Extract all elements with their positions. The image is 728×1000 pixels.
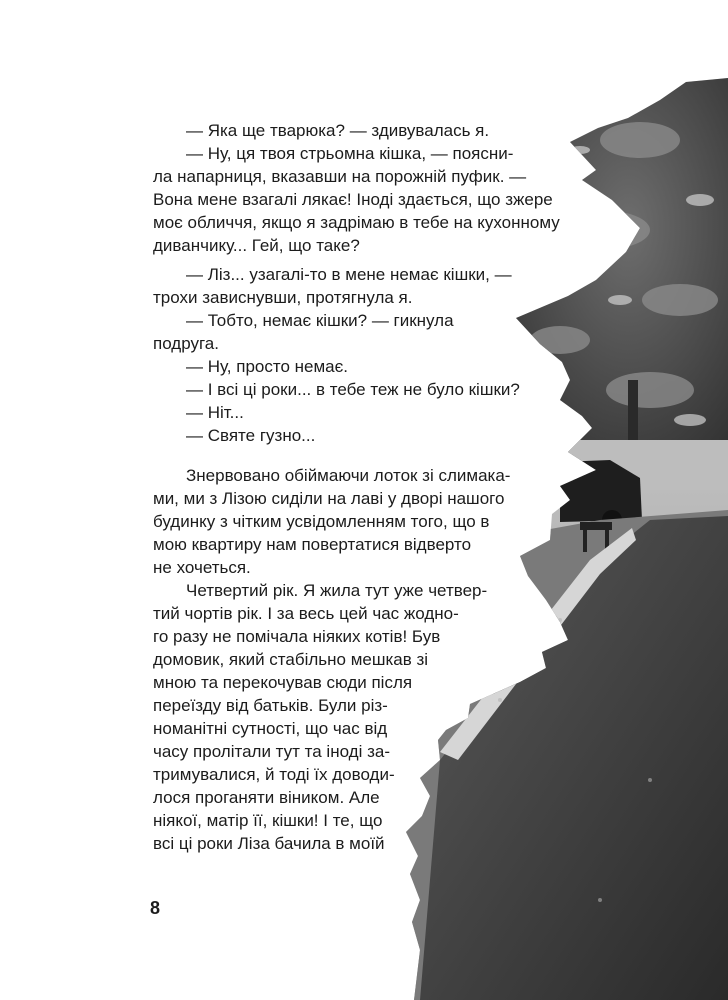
paragraph-line: — Святе гузно... [186, 426, 316, 445]
paragraph-line: го разу не помічала ніяких котів! Був [153, 627, 441, 646]
paragraph-line: — Ніт... [186, 403, 244, 422]
page-number: 8 [150, 898, 161, 918]
paragraph-line: часу пролітали тут та іноді за- [153, 742, 390, 761]
paragraph-line: Четвертий рік. Я жила тут уже четвер- [186, 581, 488, 600]
paragraph-line: — Ну, ця твоя стрьомна кішка, — поясни- [186, 144, 514, 163]
paragraph-line: — Яка ще тварюка? — здивувалась я. [186, 121, 490, 140]
paragraph-line: Вона мене взагалі лякає! Іноді здається, що зжере [153, 190, 553, 209]
paragraph-line: Знервовано обіймаючи лоток зі слимака- [186, 466, 511, 485]
paragraph-line: всі ці роки Ліза бачила в моїй [153, 834, 385, 853]
paragraph-line: ла напарниця, вказавши на порожній пуфик. — [153, 167, 527, 186]
paragraph-line: ми, ми з Лізою сиділи на лаві у дворі нашого [153, 489, 505, 508]
paragraph-line: — І всі ці роки... в тебе теж не було кішки? [186, 380, 520, 399]
paragraph-line: переїзду від батьків. Були різ- [153, 696, 388, 715]
paragraph-line: тримувалися, й тоді їх доводи- [153, 765, 395, 784]
paragraph-line: подруга. [153, 334, 219, 353]
paragraph-line: мою квартиру нам повертатися відверто [153, 535, 472, 554]
paragraph-line: домовик, який стабільно мешкав зі [153, 650, 429, 669]
paragraph-line: будинку з чітким усвідомленням того, що в [153, 512, 490, 531]
paragraph-line: моє обличчя, якщо я задрімаю в тебе на кухонному [153, 213, 560, 232]
paragraph-line: — Ну, просто немає. [186, 357, 349, 376]
paragraph-line: ніякої, матір її, кішки! І те, що [153, 811, 383, 830]
paragraph-line: тий чортів рік. І за весь цей час жодно- [153, 604, 459, 623]
paragraph-line: — Ліз... узагалі-то в мене немає кішки, — [186, 265, 512, 284]
paragraph-line: трохи зависнувши, протягнула я. [153, 288, 413, 307]
paragraph-line: лося проганяти віником. Але [153, 788, 380, 807]
paragraph-line: диванчику... Гей, що таке? [153, 236, 360, 255]
paragraph-line: мною та перекочував сюди після [153, 673, 413, 692]
paragraph-line: — Тобто, немає кішки? — гикнула [186, 311, 454, 330]
paragraph-line: номанітні сутності, що час від [153, 719, 388, 738]
paragraph-line: не хочеться. [153, 558, 251, 577]
